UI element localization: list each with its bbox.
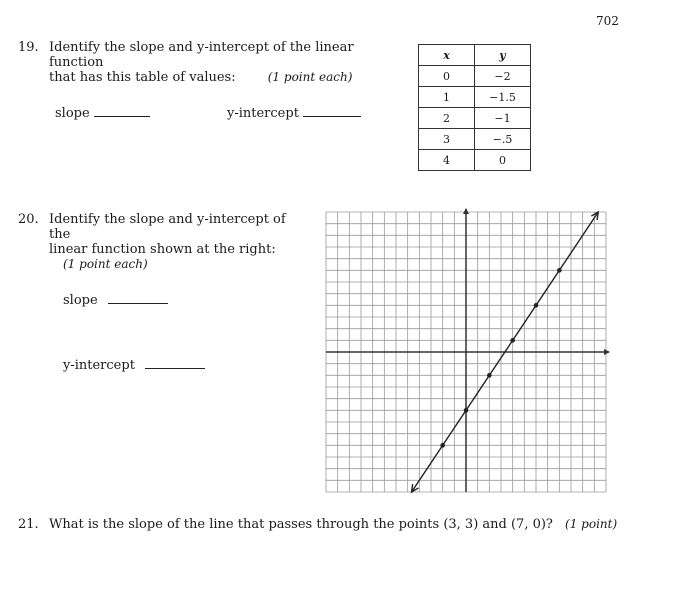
cell-y: −1.5 <box>475 87 531 108</box>
header-x: x <box>419 45 475 66</box>
question-text <box>49 212 308 272</box>
plotted-point <box>510 338 515 343</box>
question-line-1: Identify the slope and y-intercept of the linear function <box>49 40 354 70</box>
x-axis-arrow <box>604 349 610 355</box>
q19-slope-field[interactable] <box>55 106 150 121</box>
question-20 <box>18 212 308 271</box>
page-number: 702 <box>596 14 619 28</box>
question-21 <box>18 517 678 535</box>
cell-y: −2 <box>475 66 531 87</box>
header-y: y <box>475 45 531 66</box>
cell-x: 0 <box>419 66 475 87</box>
intercept-answer-line[interactable] <box>303 106 361 117</box>
points-note: (1 point each) <box>63 257 148 271</box>
question-line-2: linear function shown at the right: <box>49 242 276 257</box>
axes <box>326 208 610 492</box>
question-line-1: What is the slope of the line that passes through the points (3, 3) and (7, 0)? <box>49 517 553 532</box>
slope-label: slope <box>55 106 90 121</box>
plotted-point <box>487 373 492 378</box>
question-number: 21. <box>18 517 39 532</box>
table-row <box>419 129 531 150</box>
question-line-2-text: that has this table of values: <box>49 70 236 85</box>
question-number: 20. <box>18 212 39 227</box>
intercept-label: y-intercept <box>63 358 135 373</box>
q19-intercept-field[interactable] <box>227 106 361 121</box>
points-note: (1 point) <box>565 517 618 531</box>
cell-y: −.5 <box>475 129 531 150</box>
plotted-point <box>440 443 445 448</box>
q20-intercept-field[interactable] <box>63 358 205 373</box>
cell-x: 3 <box>419 129 475 150</box>
slope-answer-line[interactable] <box>94 106 150 117</box>
q20-slope-field[interactable] <box>63 293 168 308</box>
cell-x: 2 <box>419 108 475 129</box>
values-table <box>418 44 531 171</box>
table-row <box>419 66 531 87</box>
plotted-point <box>534 303 539 308</box>
plotted-point <box>464 408 469 413</box>
question-text <box>49 40 398 85</box>
cell-y: 0 <box>475 150 531 171</box>
cell-y: −1 <box>475 108 531 129</box>
slope-label: slope <box>63 293 98 308</box>
question-line-2 <box>49 70 398 85</box>
question-line-1: Identify the slope and y-intercept of the <box>49 212 286 242</box>
question-19 <box>18 40 398 85</box>
table-row <box>419 108 531 129</box>
slope-answer-line[interactable] <box>108 293 168 304</box>
plotted-point <box>557 268 562 273</box>
table-row <box>419 150 531 171</box>
coordinate-graph <box>321 207 611 497</box>
table-row <box>419 87 531 108</box>
cell-x: 4 <box>419 150 475 171</box>
points-note: (1 point each) <box>267 70 353 84</box>
question-text <box>49 517 617 532</box>
y-axis-arrow <box>463 208 469 214</box>
cell-x: 1 <box>419 87 475 108</box>
intercept-label: y-intercept <box>227 106 299 121</box>
table-header-row <box>419 45 531 66</box>
question-number: 19. <box>18 40 39 55</box>
intercept-answer-line[interactable] <box>145 358 205 369</box>
